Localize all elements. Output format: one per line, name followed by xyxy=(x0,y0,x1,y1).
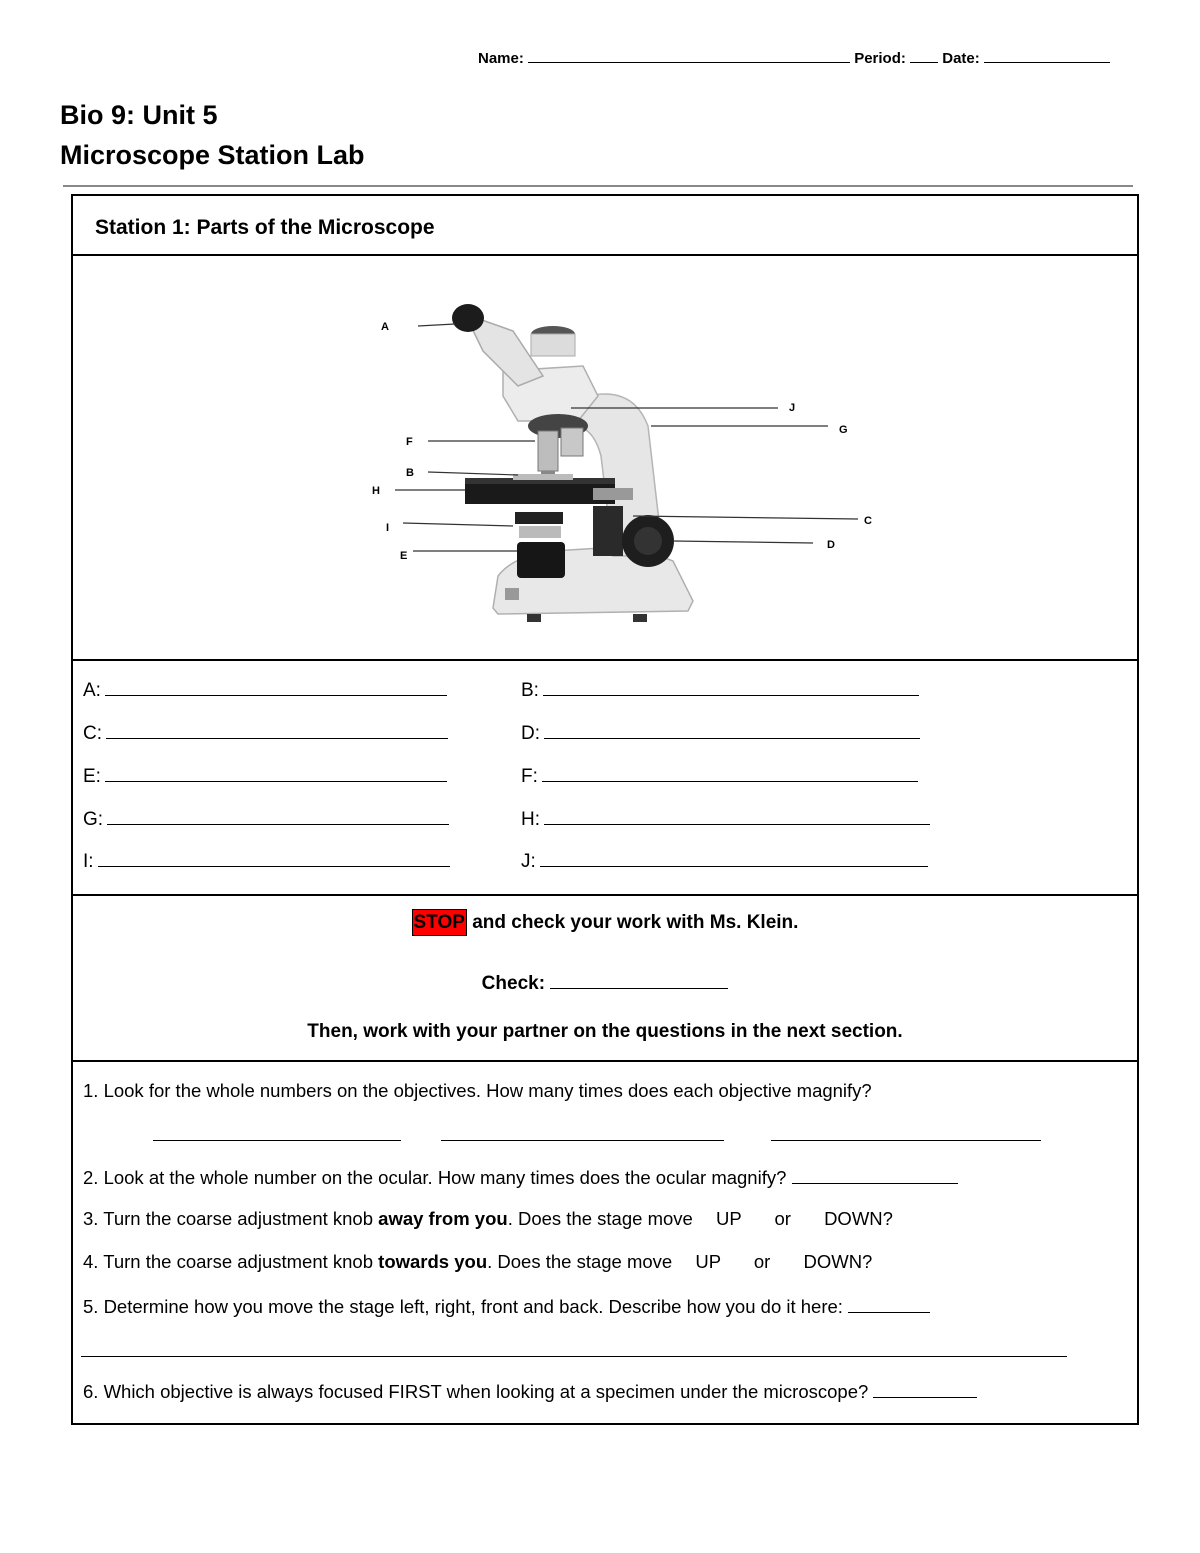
answer-e-field[interactable] xyxy=(105,763,447,782)
question-6 xyxy=(83,1379,977,1403)
illuminator xyxy=(517,542,565,578)
answer-i-field[interactable] xyxy=(98,848,450,867)
stop-badge: STOP xyxy=(412,909,467,936)
answer-f xyxy=(521,763,918,788)
question-3-option-up[interactable]: UP xyxy=(715,1208,742,1229)
stop-instruction xyxy=(73,912,1137,934)
question-4-emphasis: towards you xyxy=(378,1251,488,1272)
fine-adjustment-knob xyxy=(634,527,662,555)
answer-i-label: I: xyxy=(83,851,94,872)
question-4-option-up[interactable]: UP xyxy=(695,1251,721,1272)
answer-g-field[interactable] xyxy=(107,806,449,825)
answer-c-label: C: xyxy=(83,723,102,744)
page-title-unit: Bio 9: Unit 5 xyxy=(60,100,218,130)
stop-instruction-text: and check your work with Ms. Klein. xyxy=(466,912,799,933)
period-label: Period: xyxy=(854,50,906,67)
stage-clip xyxy=(513,474,573,480)
name-label: Name: xyxy=(478,50,524,67)
answer-c xyxy=(83,720,448,745)
diagram-label-e: E xyxy=(400,550,408,562)
question-3-text-post: . Does the stage move xyxy=(507,1208,693,1229)
question-1-answer-3[interactable] xyxy=(771,1126,1041,1141)
base-foot-right xyxy=(633,614,647,622)
question-4-text-pre: 4. Turn the coarse adjustment knob xyxy=(83,1251,379,1272)
question-1: 1. Look for the whole numbers on the objectives. How many times does each objective magnify? xyxy=(83,1080,872,1101)
answer-e-label: E: xyxy=(83,766,101,787)
diagram-label-i: I xyxy=(386,522,390,534)
iris-diaphragm xyxy=(515,512,563,524)
date-label: Date: xyxy=(942,50,980,67)
diagram-label-f: F xyxy=(406,436,413,448)
question-4-or: or xyxy=(753,1251,771,1272)
period-field[interactable] xyxy=(910,48,938,63)
check-label: Check: xyxy=(481,973,546,994)
page-title-lab: Microscope Station Lab xyxy=(60,140,365,170)
answer-f-field[interactable] xyxy=(542,763,918,782)
answer-g xyxy=(83,806,449,831)
answer-h-field[interactable] xyxy=(544,806,930,825)
microscope-diagram xyxy=(73,256,1137,656)
title-divider xyxy=(63,185,1133,187)
answer-d-label: D: xyxy=(521,723,540,744)
question-3-text-pre: 3. Turn the coarse adjustment knob xyxy=(83,1208,379,1229)
diagram-label-d: D xyxy=(827,539,835,551)
question-6-text: 6. Which objective is always focused FIRST when looking at a specimen under the microscope? xyxy=(83,1381,869,1402)
answer-a-label: A: xyxy=(83,680,101,701)
answer-f-label: F: xyxy=(521,766,538,787)
question-2 xyxy=(83,1165,958,1189)
question-4 xyxy=(83,1251,872,1273)
name-field[interactable] xyxy=(528,48,850,63)
question-5 xyxy=(83,1294,930,1318)
diagram-label-b: B xyxy=(406,467,414,479)
objective-2 xyxy=(561,428,583,456)
partner-instruction: Then, work with your partner on the questions in the next section. xyxy=(307,1021,903,1042)
answer-j xyxy=(521,848,928,873)
question-3-emphasis: away from you xyxy=(378,1208,508,1229)
question-5-answer-line[interactable] xyxy=(81,1342,1067,1357)
answer-h xyxy=(521,806,930,831)
answer-b-label: B: xyxy=(521,680,539,701)
worksheet-frame xyxy=(71,194,1139,1425)
question-1-answer-2[interactable] xyxy=(441,1126,724,1141)
question-4-text-post: . Does the stage move xyxy=(487,1251,673,1272)
question-5-text: 5. Determine how you move the stage left, right, front and back. Describe how you do it here: xyxy=(83,1296,843,1317)
answer-g-label: G: xyxy=(83,809,104,830)
answer-d-field[interactable] xyxy=(544,720,920,739)
answer-a-field[interactable] xyxy=(105,677,447,696)
divider-checkpoint xyxy=(73,1060,1137,1062)
answer-b-field[interactable] xyxy=(543,677,919,696)
answer-j-field[interactable] xyxy=(540,848,928,867)
question-6-answer[interactable] xyxy=(873,1379,977,1398)
diagram-label-h: H xyxy=(372,485,380,497)
answer-d xyxy=(521,720,920,745)
base-foot-left xyxy=(527,614,541,622)
question-2-answer[interactable] xyxy=(792,1165,958,1184)
question-3-or: or xyxy=(774,1208,791,1229)
answer-b xyxy=(521,677,919,702)
divider-diagram xyxy=(73,659,1137,661)
divider-answers xyxy=(73,894,1137,896)
eyepiece xyxy=(452,304,484,332)
answer-c-field[interactable] xyxy=(106,720,448,739)
diagram-label-g: G xyxy=(839,424,848,436)
answer-h-label: H: xyxy=(521,809,540,830)
question-3 xyxy=(83,1208,893,1230)
answer-j-label: J: xyxy=(521,851,536,872)
diagram-label-j: J xyxy=(789,402,796,414)
answer-a xyxy=(83,677,447,702)
student-info-line xyxy=(478,48,1110,67)
check-field[interactable] xyxy=(550,970,728,989)
objective-1 xyxy=(538,431,558,471)
question-3-option-down[interactable]: DOWN? xyxy=(824,1208,893,1229)
date-field[interactable] xyxy=(984,48,1110,63)
answer-i xyxy=(83,848,450,873)
question-4-option-down[interactable]: DOWN? xyxy=(803,1251,873,1272)
base-logo xyxy=(505,588,519,600)
answer-e xyxy=(83,763,447,788)
teacher-check xyxy=(73,970,1137,995)
diagram-label-a: A xyxy=(381,321,389,333)
station-title: Station 1: Parts of the Microscope xyxy=(95,216,435,239)
condenser xyxy=(519,526,561,538)
question-2-text: 2. Look at the whole number on the ocular. How many times does the ocular magnify? xyxy=(83,1167,787,1188)
question-5-answer-inline[interactable] xyxy=(848,1294,930,1313)
diagram-label-c: C xyxy=(864,515,872,527)
question-1-answer-1[interactable] xyxy=(153,1126,401,1141)
